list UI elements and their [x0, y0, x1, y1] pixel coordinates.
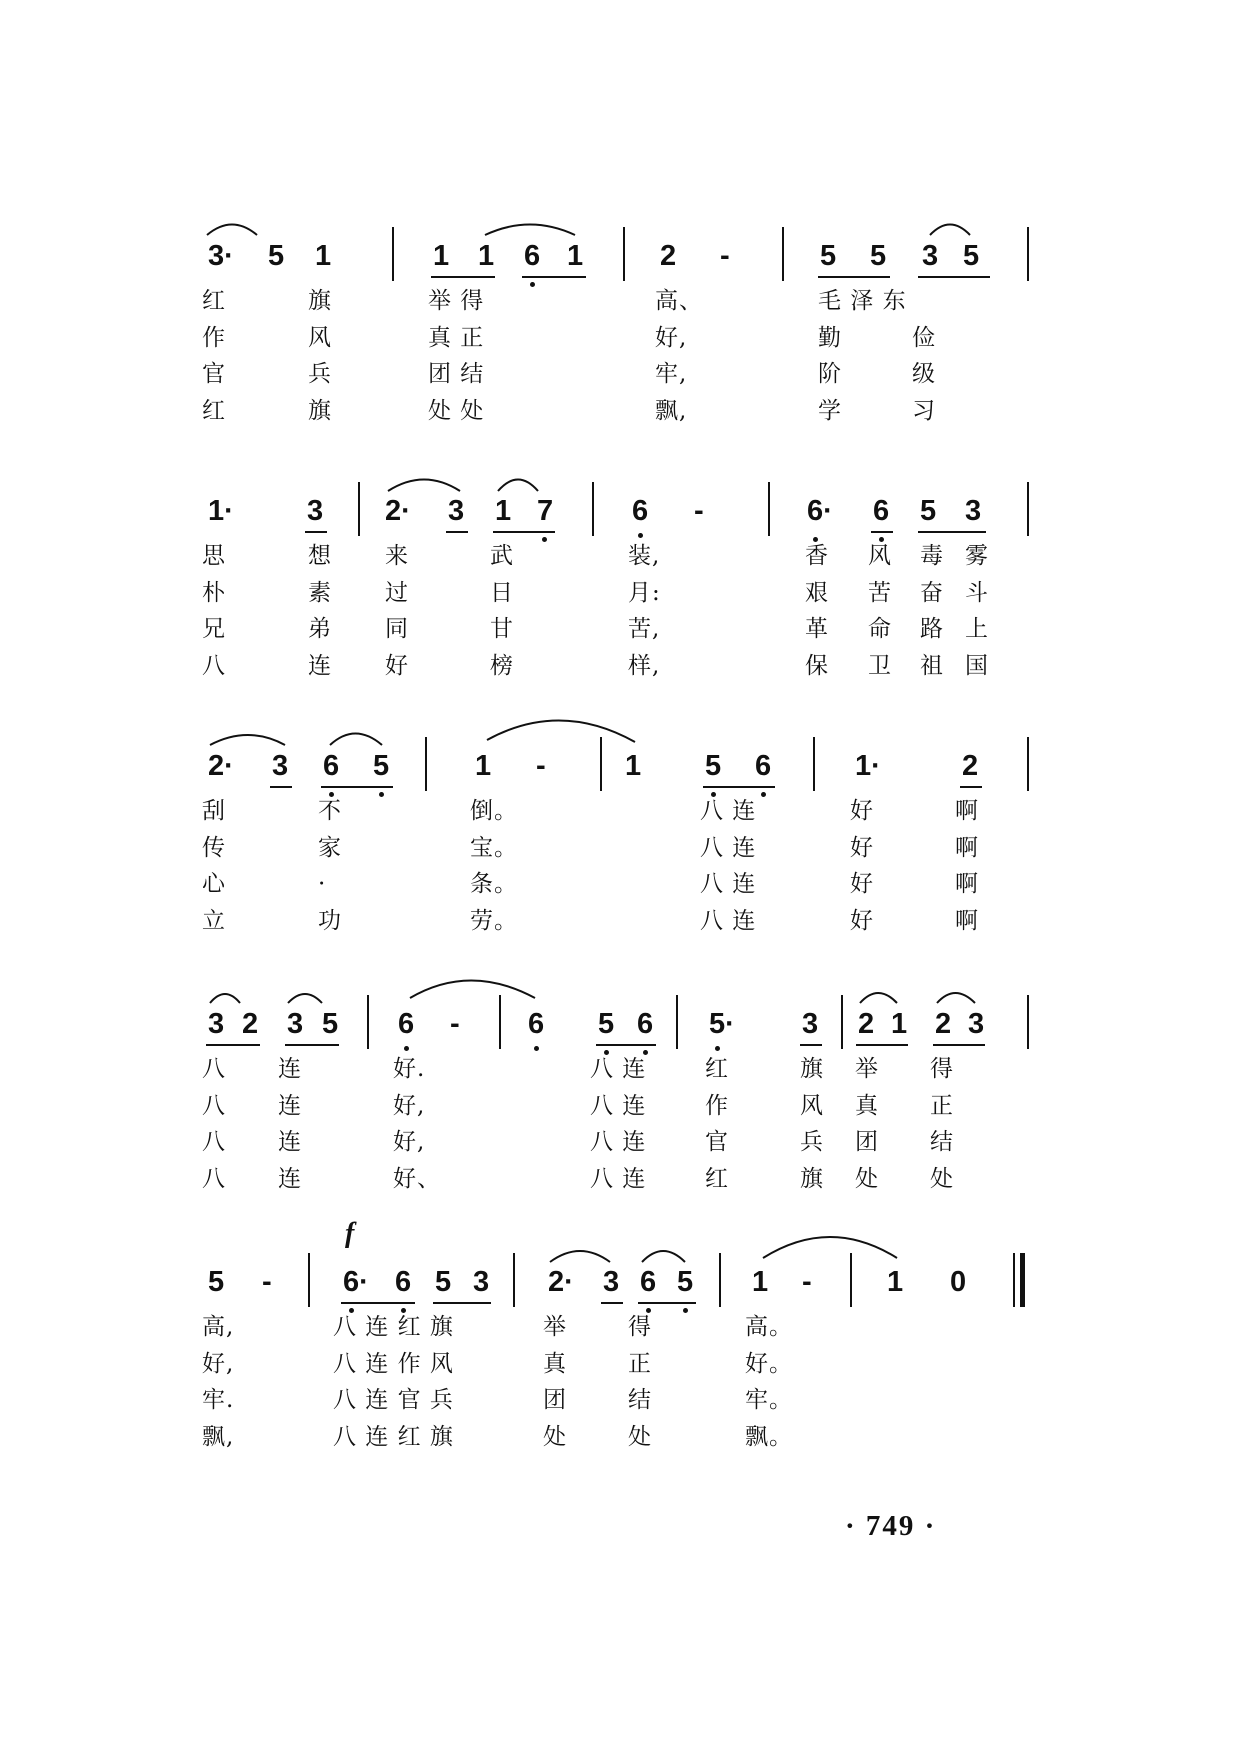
lyric: 连	[278, 1056, 302, 1082]
note: 6	[640, 1266, 657, 1298]
barline	[782, 227, 784, 281]
underline	[703, 786, 775, 788]
note: 2·	[548, 1266, 574, 1298]
lyric: 红	[202, 288, 226, 314]
lyric: 倒。	[470, 798, 518, 824]
note: 5	[373, 750, 390, 782]
note: 2	[858, 1008, 875, 1040]
lyric: 牢.	[202, 1387, 235, 1413]
underline	[522, 276, 586, 278]
note: -	[694, 495, 704, 527]
note: 3	[208, 1008, 225, 1040]
underline	[321, 786, 393, 788]
lyric: 八 连	[590, 1056, 647, 1082]
lyric: 八 连 红 旗	[333, 1424, 454, 1450]
lyric: 朴	[202, 580, 226, 606]
octave-dot	[761, 792, 766, 797]
lyric: 艰	[805, 580, 829, 606]
lyric: 立	[202, 908, 226, 934]
lyric: 八 连	[700, 835, 757, 861]
lyric: 苦,	[628, 616, 661, 642]
note: 2	[660, 240, 677, 272]
lyric: 旗	[308, 398, 332, 424]
note: 3	[965, 495, 982, 527]
note: 1	[625, 750, 642, 782]
note: 5	[963, 240, 980, 272]
lyric: 处	[930, 1166, 954, 1192]
underline	[918, 276, 990, 278]
lyric: 好	[850, 871, 874, 897]
note: 3·	[208, 240, 234, 272]
note: 6	[755, 750, 772, 782]
lyric: 保	[805, 653, 829, 679]
lyric: 正	[628, 1351, 652, 1377]
lyric: 装,	[628, 543, 661, 569]
lyric: 举	[855, 1056, 879, 1082]
underline	[856, 1044, 908, 1046]
lyric: 劳。	[470, 908, 518, 934]
lyric: 八 连 作 风	[333, 1351, 454, 1377]
underline	[933, 1044, 985, 1046]
slur	[930, 225, 970, 236]
lyric: 旗	[800, 1056, 824, 1082]
note: 5	[598, 1008, 615, 1040]
note: 5	[268, 240, 285, 272]
lyric: 过	[385, 580, 409, 606]
note: 3	[272, 750, 289, 782]
lyric: 八	[202, 1056, 226, 1082]
barline	[513, 1253, 515, 1307]
lyric: 苦	[868, 580, 892, 606]
lyric: 榜	[490, 653, 514, 679]
slur	[550, 1251, 610, 1262]
lyric: 甘	[490, 616, 514, 642]
page-number: · 749 ·	[845, 1510, 937, 1542]
lyric: 刮	[202, 798, 226, 824]
octave-dot	[646, 1308, 651, 1313]
lyric: 祖	[920, 653, 944, 679]
note: 1·	[208, 495, 234, 527]
lyric: 啊	[955, 798, 979, 824]
lyric: 奋	[920, 580, 944, 606]
note: 1	[887, 1266, 904, 1298]
lyric: 作	[202, 325, 226, 351]
barline	[1027, 995, 1029, 1049]
slur	[498, 480, 538, 492]
note: 6	[528, 1008, 545, 1040]
underline	[601, 1302, 623, 1304]
lyric: 八	[202, 1093, 226, 1119]
note: 2	[242, 1008, 259, 1040]
octave-dot	[604, 1050, 609, 1055]
octave-dot	[715, 1046, 720, 1051]
lyric: 团 结	[428, 361, 485, 387]
lyric: 风	[868, 543, 892, 569]
barline	[768, 482, 770, 536]
lyric: 啊	[955, 835, 979, 861]
lyric: 革	[805, 616, 829, 642]
barline	[719, 1253, 721, 1307]
lyric: 得	[930, 1056, 954, 1082]
lyric: 真	[543, 1351, 567, 1377]
octave-dot	[711, 792, 716, 797]
lyric: ·	[318, 871, 327, 897]
lyric: 月:	[628, 580, 661, 606]
lyric: 好.	[393, 1056, 426, 1082]
note: 3	[448, 495, 465, 527]
octave-dot	[643, 1050, 648, 1055]
lyric: 好	[850, 798, 874, 824]
note: 1	[495, 495, 512, 527]
lyric: 高。	[745, 1314, 793, 1340]
note: 1	[315, 240, 332, 272]
octave-dot	[542, 537, 547, 542]
slur	[763, 1237, 897, 1258]
lyric: 处 处	[428, 398, 485, 424]
lyric: 武	[490, 543, 514, 569]
note: 5	[820, 240, 837, 272]
underline	[638, 1302, 696, 1304]
note: 3	[922, 240, 939, 272]
lyric: 飘,	[655, 398, 688, 424]
note: 1	[567, 240, 584, 272]
note: 3	[307, 495, 324, 527]
lyric: 团	[543, 1387, 567, 1413]
note: 2	[935, 1008, 952, 1040]
lyric: 好	[850, 908, 874, 934]
note: 6	[323, 750, 340, 782]
barline	[499, 995, 501, 1049]
lyric: 飘,	[202, 1424, 235, 1450]
octave-dot	[813, 537, 818, 542]
lyric: 举	[543, 1314, 567, 1340]
lyric: 想	[308, 543, 332, 569]
lyric: 飘。	[745, 1424, 793, 1450]
barline	[1027, 737, 1029, 791]
lyric: 处	[543, 1424, 567, 1450]
slur	[330, 734, 382, 746]
lyric: 级	[912, 361, 936, 387]
lyric: 勤	[818, 325, 842, 351]
octave-dot	[879, 537, 884, 542]
lyric: 好,	[202, 1351, 235, 1377]
lyric: 八	[202, 1129, 226, 1155]
note: 6	[632, 495, 649, 527]
lyric: 命	[868, 616, 892, 642]
lyric: 来	[385, 543, 409, 569]
lyric: 旗	[800, 1166, 824, 1192]
barline	[308, 1253, 310, 1307]
note: 2·	[208, 750, 234, 782]
underline	[818, 276, 890, 278]
barline	[623, 227, 625, 281]
note: 3	[802, 1008, 819, 1040]
slur	[207, 225, 257, 236]
barline	[425, 737, 427, 791]
underline	[305, 531, 327, 533]
note: 6·	[807, 495, 833, 527]
underline	[431, 276, 495, 278]
note: 1	[475, 750, 492, 782]
slur	[388, 480, 460, 492]
lyric: 八 连 红 旗	[333, 1314, 454, 1340]
lyric: 斗	[965, 580, 989, 606]
lyric: 兵	[308, 361, 332, 387]
lyric: 连	[278, 1093, 302, 1119]
note: 6	[398, 1008, 415, 1040]
lyric: 弟	[308, 616, 332, 642]
slur	[860, 993, 897, 1003]
final-barline-thin	[1013, 1253, 1015, 1307]
octave-dot	[379, 792, 384, 797]
underline	[871, 531, 893, 533]
lyric: 八	[202, 653, 226, 679]
note: 6	[524, 240, 541, 272]
note: 5·	[709, 1008, 735, 1040]
lyric: 高、	[655, 288, 703, 314]
lyric: 八 连	[590, 1129, 647, 1155]
slur	[642, 1251, 685, 1262]
note: -	[536, 750, 546, 782]
lyric: 路	[920, 616, 944, 642]
note: 7	[537, 495, 554, 527]
lyric: 好,	[393, 1129, 426, 1155]
lyric: 八	[202, 1166, 226, 1192]
slur	[288, 994, 322, 1003]
octave-dot	[404, 1046, 409, 1051]
octave-dot	[530, 282, 535, 287]
underline	[493, 531, 555, 533]
lyric: 八 连	[700, 871, 757, 897]
lyric: 八 连	[590, 1166, 647, 1192]
lyric: 正	[930, 1093, 954, 1119]
barline	[813, 737, 815, 791]
lyric: 结	[930, 1129, 954, 1155]
lyric: 红	[202, 398, 226, 424]
lyric: 结	[628, 1387, 652, 1413]
lyric: 毒	[920, 543, 944, 569]
note: 2	[962, 750, 979, 782]
lyric: 同	[385, 616, 409, 642]
lyric: 俭	[912, 325, 936, 351]
lyric: 团	[855, 1129, 879, 1155]
note: 3	[287, 1008, 304, 1040]
final-barline-thick	[1020, 1253, 1025, 1307]
octave-dot	[683, 1308, 688, 1313]
lyric: 连	[278, 1166, 302, 1192]
lyric: 高,	[202, 1314, 235, 1340]
lyric: 宝。	[470, 835, 518, 861]
lyric: 红	[705, 1166, 729, 1192]
note: 1·	[855, 750, 881, 782]
barline	[841, 995, 843, 1049]
slur	[210, 994, 240, 1003]
lyric: 八 连	[590, 1093, 647, 1119]
lyric: 好	[385, 653, 409, 679]
lyric: 好,	[393, 1093, 426, 1119]
barline	[600, 737, 602, 791]
lyric: 兵	[800, 1129, 824, 1155]
lyric: 得	[628, 1314, 652, 1340]
note: 3	[603, 1266, 620, 1298]
underline	[446, 531, 468, 533]
lyric: 好、	[393, 1166, 441, 1192]
lyric: 样,	[628, 653, 661, 679]
lyric: 心	[202, 871, 226, 897]
note: 1	[891, 1008, 908, 1040]
lyric: 家	[318, 835, 342, 861]
lyric: 兄	[202, 616, 226, 642]
note: 5	[435, 1266, 452, 1298]
lyric: 风	[800, 1093, 824, 1119]
lyric: 条。	[470, 871, 518, 897]
note: 1	[478, 240, 495, 272]
underline	[433, 1302, 491, 1304]
octave-dot	[401, 1308, 406, 1313]
lyric: 素	[308, 580, 332, 606]
barline	[392, 227, 394, 281]
octave-dot	[534, 1046, 539, 1051]
note: 6	[873, 495, 890, 527]
note: -	[262, 1266, 272, 1298]
underline	[206, 1044, 260, 1046]
lyric: 日	[490, 580, 514, 606]
lyric: 毛 泽 东	[818, 288, 907, 314]
note: 5	[677, 1266, 694, 1298]
slur	[487, 720, 635, 742]
slur	[485, 225, 575, 236]
lyric: 习	[912, 398, 936, 424]
note: 1	[752, 1266, 769, 1298]
note: 0	[950, 1266, 967, 1298]
barline	[592, 482, 594, 536]
barline	[367, 995, 369, 1049]
lyric: 官	[705, 1129, 729, 1155]
octave-dot	[329, 792, 334, 797]
lyric: 学	[818, 398, 842, 424]
lyric: 好	[850, 835, 874, 861]
barline	[358, 482, 360, 536]
lyric: 功	[318, 908, 342, 934]
lyric: 传	[202, 835, 226, 861]
note: 5	[208, 1266, 225, 1298]
note: 2·	[385, 495, 411, 527]
lyric: 举 得	[428, 288, 485, 314]
note: 6	[637, 1008, 654, 1040]
slur	[937, 993, 975, 1003]
slur	[210, 735, 285, 745]
lyric: 官	[202, 361, 226, 387]
lyric: 香	[805, 543, 829, 569]
underline	[596, 1044, 656, 1046]
lyric: 八 连 官 兵	[333, 1387, 454, 1413]
lyric: 雾	[965, 543, 989, 569]
lyric: 阶	[818, 361, 842, 387]
lyric: 真	[855, 1093, 879, 1119]
lyric: 卫	[868, 653, 892, 679]
lyric: 八 连	[700, 908, 757, 934]
underline	[285, 1044, 339, 1046]
underline	[270, 786, 292, 788]
underline	[341, 1302, 415, 1304]
lyric: 连	[308, 653, 332, 679]
lyric: 好,	[655, 325, 688, 351]
note: -	[802, 1266, 812, 1298]
octave-dot	[638, 533, 643, 538]
note: -	[450, 1008, 460, 1040]
note: 5	[322, 1008, 339, 1040]
note: 5	[920, 495, 937, 527]
lyric: 牢。	[745, 1387, 793, 1413]
lyric: 上	[965, 616, 989, 642]
barline	[1027, 227, 1029, 281]
octave-dot	[349, 1308, 354, 1313]
lyric: 啊	[955, 908, 979, 934]
lyric: 处	[855, 1166, 879, 1192]
underline	[800, 1044, 822, 1046]
note: 3	[968, 1008, 985, 1040]
lyric: 八 连	[700, 798, 757, 824]
lyric: 国	[965, 653, 989, 679]
lyric: 风	[308, 325, 332, 351]
note: 5	[705, 750, 722, 782]
underline	[918, 531, 986, 533]
lyric: 处	[628, 1424, 652, 1450]
slur	[410, 981, 535, 999]
note: 6·	[343, 1266, 369, 1298]
note: 3	[473, 1266, 490, 1298]
lyric: 啊	[955, 871, 979, 897]
lyric: 连	[278, 1129, 302, 1155]
note: 1	[433, 240, 450, 272]
barline	[850, 1253, 852, 1307]
lyric: 真 正	[428, 325, 485, 351]
note: 5	[870, 240, 887, 272]
note: 6	[395, 1266, 412, 1298]
note: -	[720, 240, 730, 272]
lyric: 作	[705, 1093, 729, 1119]
dynamic-forte-mark: f	[345, 1218, 355, 1249]
lyric: 好。	[745, 1351, 793, 1377]
barline	[676, 995, 678, 1049]
lyric: 红	[705, 1056, 729, 1082]
lyric: 旗	[308, 288, 332, 314]
barline	[1027, 482, 1029, 536]
lyric: 牢,	[655, 361, 688, 387]
underline	[960, 786, 982, 788]
lyric: 思	[202, 543, 226, 569]
lyric: 不	[318, 798, 342, 824]
